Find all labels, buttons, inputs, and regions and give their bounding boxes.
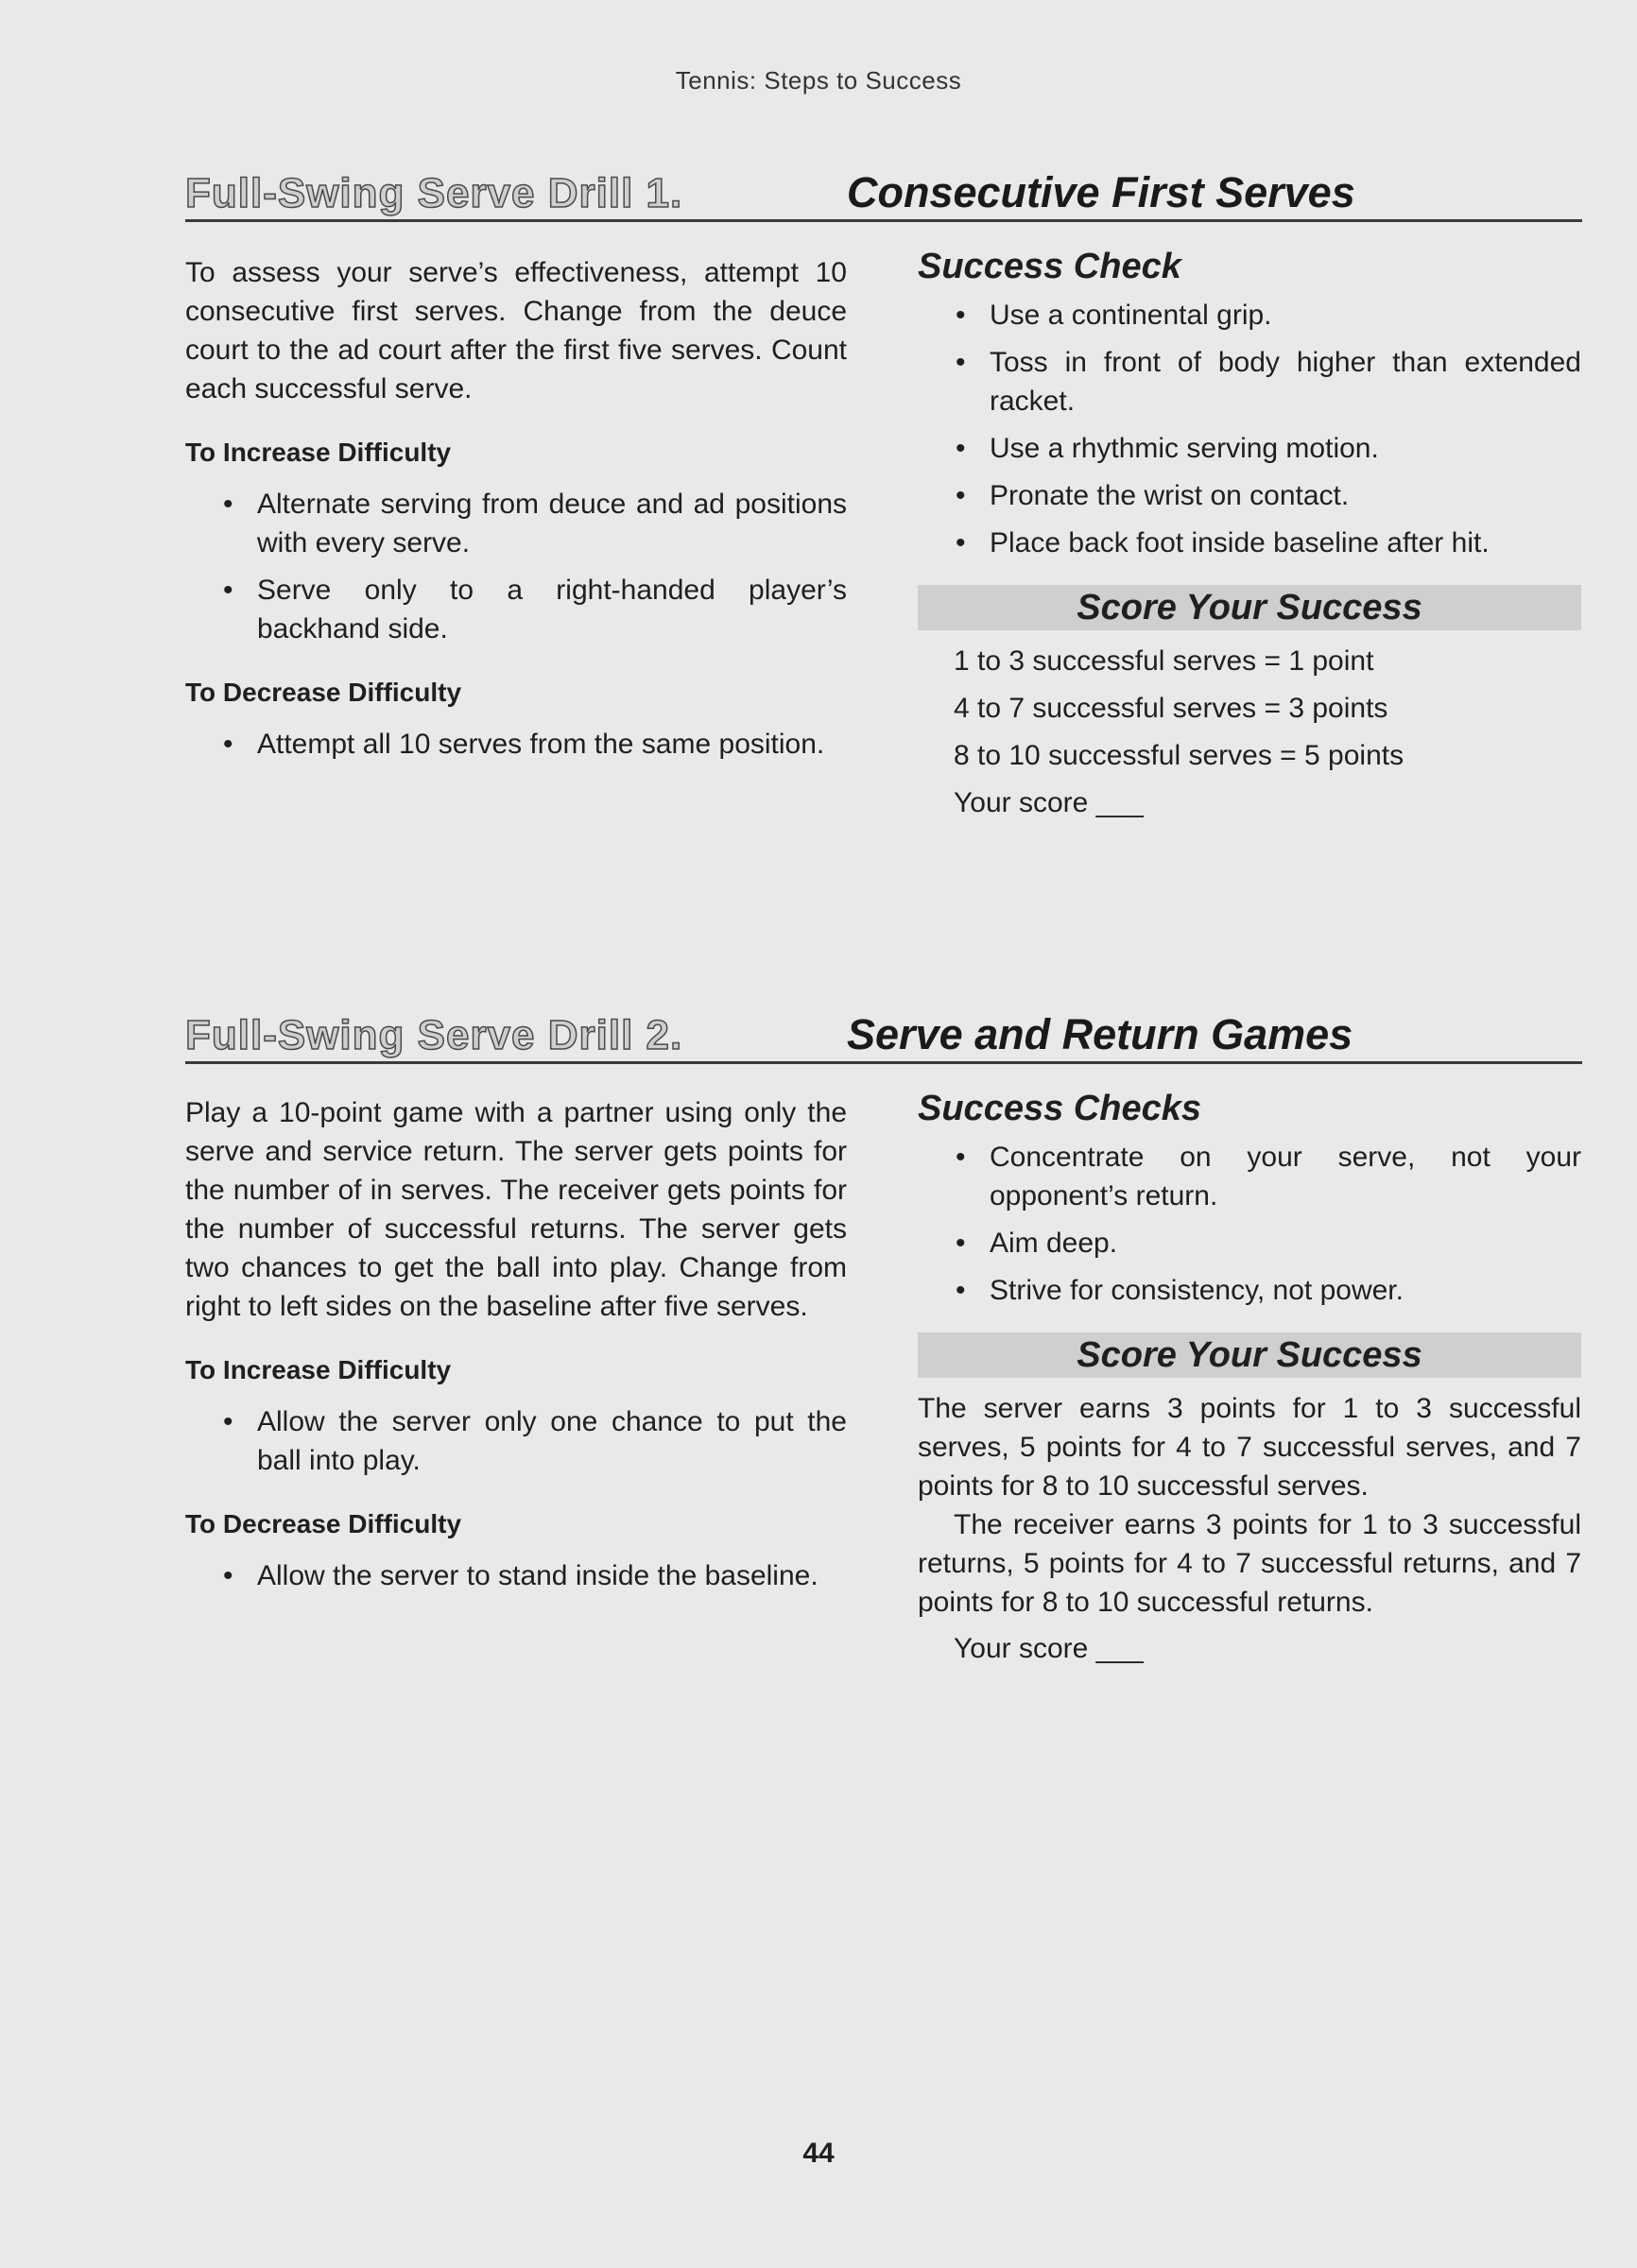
drill-2-intro: Play a 10-point game with a partner using only the serve and service return. The server gets points for the number of in serves. The receiver gets points for the number of successful returns. The server gets two chances to get the ball into play. Change from right to left sides on the baseline after five serves. (185, 1097, 847, 1322)
drill-2-success-checks-list (918, 1138, 1581, 1310)
drill-1-score-heading: Score Your Success (918, 585, 1581, 630)
drill-1-right-column (918, 248, 1581, 831)
list-item: • Strive for consistency, not power. (918, 1271, 1581, 1310)
drill-2-your-score: Your score ___ (954, 1633, 1144, 1664)
drill-1-your-score: Your score ___ (954, 787, 1144, 818)
drill-2-heading (185, 1005, 1582, 1064)
drill-2-score-receiver: The receiver earns 3 points for 1 to 3 successful returns, 5 points for 4 to 7 successful returns, and 7 points for 8 to 10 successful returns. (918, 1509, 1581, 1618)
list-item: • Use a rhythmic serving motion. (918, 429, 1581, 468)
drill-2-right-column (918, 1090, 1581, 1676)
drill-2-score-server: The server earns 3 points for 1 to 3 successful serves, 5 points for 4 to 7 successful serves, and 7 points for 8 to 10 successful serves. (918, 1393, 1581, 1502)
list-item: • Attempt all 10 serves from the same position. (185, 725, 847, 764)
drill-2-decrease-list (185, 1556, 847, 1595)
drill-2-increase-heading: To Increase Difficulty (185, 1355, 452, 1384)
drill-1-title: Consecutive First Serves (847, 168, 1355, 216)
list-item: • Serve only to a right-handed player’s backhand side. (185, 571, 847, 648)
drill-2-success-checks-heading: Success Checks (918, 1089, 1201, 1128)
list-item: • Toss in front of body higher than extended racket. (918, 343, 1581, 421)
drill-2-score-heading: Score Your Success (918, 1332, 1581, 1378)
drill-1-label: Full-Swing Serve Drill 1. (185, 170, 683, 216)
list-item: • Alternate serving from deuce and ad positions with every serve. (185, 485, 847, 562)
drill-2-increase-list (185, 1402, 847, 1480)
drill-1-heading (185, 163, 1582, 222)
drill-2-title: Serve and Return Games (847, 1010, 1353, 1058)
score-line: 1 to 3 successful serves = 1 point (954, 645, 1374, 677)
drill-1-decrease-list (185, 725, 847, 764)
drill-1-success-check-list (918, 296, 1581, 562)
drill-1-intro: To assess your serve’s effectiveness, attempt 10 consecutive first serves. Change from the deuce court to the ad court after the first five serves. Count each successful serve. (185, 257, 847, 404)
list-item: • Pronate the wrist on contact. (918, 476, 1581, 515)
score-line: 4 to 7 successful serves = 3 points (954, 693, 1388, 724)
drill-2-decrease-heading: To Decrease Difficulty (185, 1509, 462, 1538)
drill-1-success-check-heading: Success Check (918, 247, 1181, 286)
drill-1-left-column (185, 253, 847, 772)
list-item: • Concentrate on your serve, not your opponent’s return. (918, 1138, 1581, 1215)
list-item: • Aim deep. (918, 1224, 1581, 1263)
drill-1-decrease-heading: To Decrease Difficulty (185, 678, 462, 707)
drill-1-increase-list (185, 485, 847, 648)
running-head: Tennis: Steps to Success (675, 66, 962, 94)
drill-1-section (185, 163, 1582, 818)
score-line: 8 to 10 successful serves = 5 points (954, 740, 1404, 771)
page-number: 44 (802, 2138, 835, 2169)
list-item: • Allow the server to stand inside the baseline. (185, 1556, 847, 1595)
list-item: • Use a continental grip. (918, 296, 1581, 335)
drill-2-section (185, 1005, 1582, 1664)
drill-1-increase-heading: To Increase Difficulty (185, 438, 452, 467)
drill-2-label: Full-Swing Serve Drill 2. (185, 1012, 683, 1058)
list-item: • Place back foot inside baseline after hit. (918, 524, 1581, 562)
drill-2-left-column (185, 1093, 847, 1604)
list-item: • Allow the server only one chance to put the ball into play. (185, 1402, 847, 1480)
